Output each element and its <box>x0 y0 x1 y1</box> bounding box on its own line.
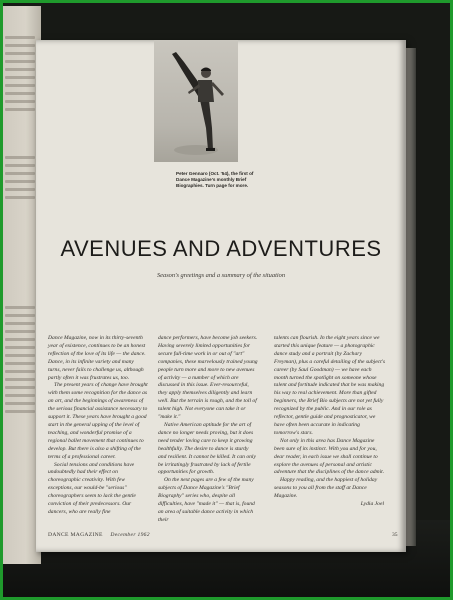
page-edge-shadow <box>406 48 416 546</box>
paragraph: Not only in this area has Dance Magazine been sure of its instinct. With you and for you, dear reader, in each issue we shall continue to explore the avenues of personal and artistic adventure that the disciplines of the dance admit. <box>274 437 385 476</box>
paragraph: Happy reading, and the happiest of holiday seasons to you all from the staff at Dance Magazine. <box>274 477 378 500</box>
photo-caption: Peter Gennaro (Oct. '54), the first of Dance Magazine's monthly Brief Biographies. Turn page for more. <box>176 171 254 188</box>
paragraph: talents can flourish. In the eight years since we started this unique feature — a photographic dance study and a portrait (by Zachary Freyman), plus a careful detailing of the subject's career (by Saul Goodman) — we have each month turned the spotlight on someone whose talent and fortitude indicated that he was making his way to real achievement. More than gifted beginners, the Brief Bio subjects are not yet fully recognized by the public. And in our role as reflector, gentle guide and prognosticator, we have often been accurate in indicating tomorrow's stars. <box>274 335 386 436</box>
paragraph: dance performers, have become job seekers. Having severely limited opportunities for secure full-time work in or out of "art" companies, these marvelously trained young people turn more and more to new avenues of activity — a number of which are discussed in this issue. Ever-resourceful, they apply themselves diligently and learn well. But the terrain is rough, and the toll of talent high. Not everyone can take it or "make it." <box>158 335 258 421</box>
text-column-3 <box>274 335 386 509</box>
text-column-1 <box>48 335 148 517</box>
page-number: 35 <box>392 532 398 538</box>
author-signature: Lydia Joel <box>360 501 384 508</box>
footer-issue-date: December 1962 <box>110 532 150 538</box>
dancer-figure-icon <box>154 40 238 162</box>
paragraph: Social tensions and conditions have undoubtedly had their effect on choreographic creativity. With few exceptions, our would-be "serious" choreographers seem to lack the gentle conviction of their predecessors. Our dancers, who are really fine <box>48 461 136 515</box>
paragraph: Dance Magazine, now in its thirty-seventh year of existence, continues to be an honest reflection of the love of its life — the dance. Dance, in its infinite variety and many turns, never fails to challenge us, although partly often it was frustrates us, too. <box>48 335 146 381</box>
article-headline: AVENUES AND ADVENTURES <box>60 236 382 261</box>
paragraph: The present years of change have brought with them some recognition for the dance as an art, and the beginnings of awareness of the serious financial assistance necessary to support it. These years have brought a good start in the general upping of the level of teaching, and wonderful promise of a regional ballet movement that continues to develop. But there is also a shifting of the terms of a professional career. <box>48 382 148 460</box>
paragraph: Native American aptitude for the art of dance no longer needs proving, but it does need tender loving care to keep it growing healthfully. The desire to dance is sturdy and resilient. It cannot be killed. It can only be irritatingly frustrated by lack of fertile opportunities for growth. <box>158 421 256 476</box>
text-column-2 <box>158 335 258 525</box>
paragraph: On the next pages are a few of the many subjects of Dance Magazine's "Brief Biography" series who, despite all difficulties, have "made it" — that is, found an area of suitable dance activity in which their <box>158 477 255 523</box>
magazine-page <box>36 40 406 552</box>
footer-magazine-name: DANCE MAGAZINE <box>48 532 103 538</box>
page-footer <box>48 532 150 538</box>
dancer-photo <box>154 40 238 162</box>
article-subheadline: Season's greetings and a summary of the situation <box>156 272 286 279</box>
